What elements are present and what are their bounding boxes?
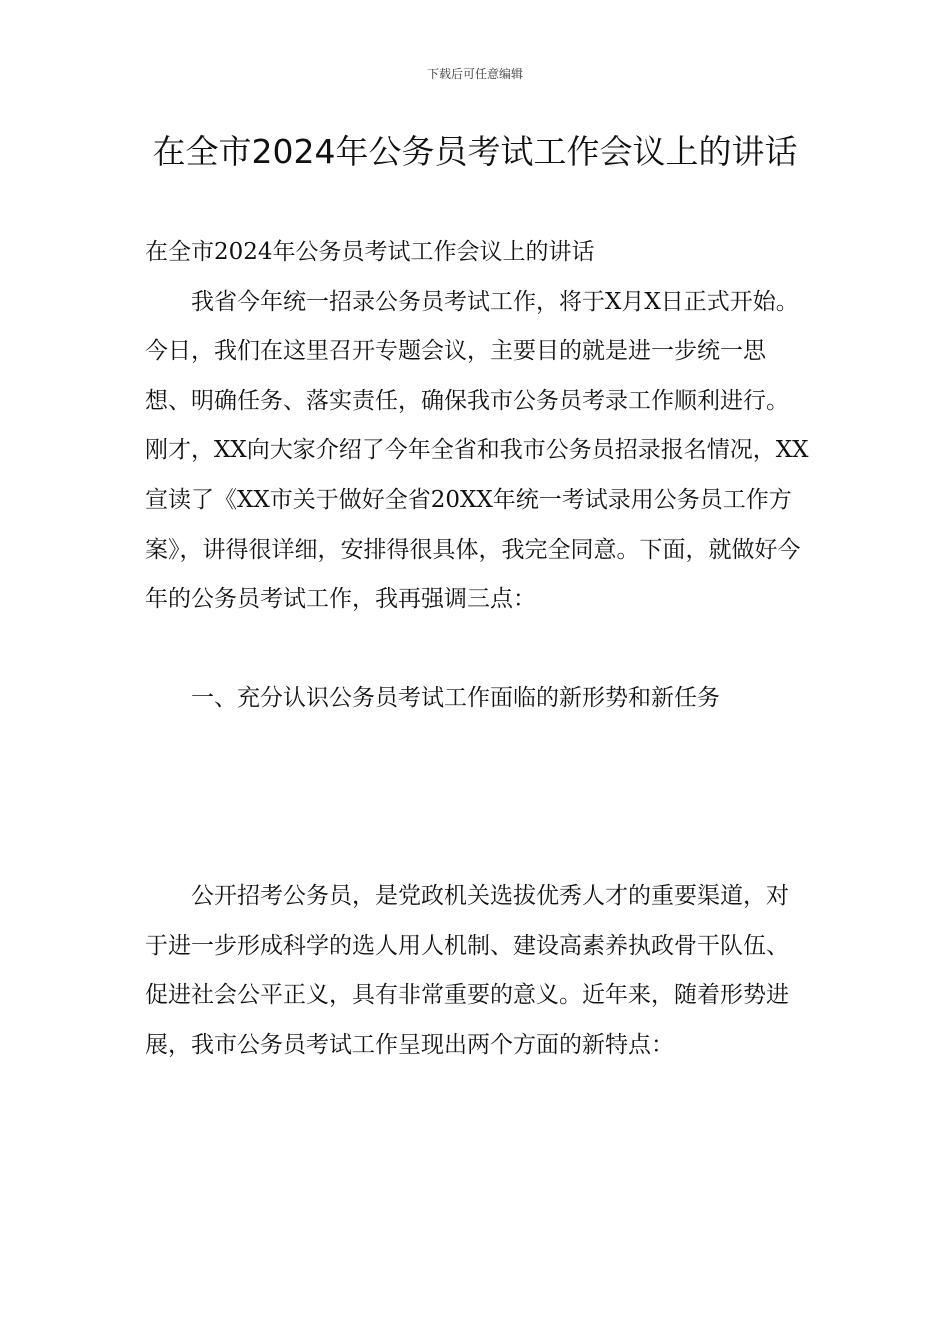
section-heading-1: 一、充分认识公务员考试工作面临的新形势和新任务	[191, 685, 720, 712]
paragraph-section-1: 公开招考公务员，是党政机关选拔优秀人才的重要渠道，对于进一步形成科学的选人用人机制、建设高素养执政骨干队伍、促进社会公平正义，具有非常重要的意义。近年来，随着形势进展，我市公务员考试工作呈现出两个方面的新特点：	[145, 882, 789, 1058]
document-subtitle: 在全市2024年公务员考试工作会议上的讲话	[145, 239, 595, 265]
paragraph-intro: 我省今年统一招录公务员考试工作，将于X月X日正式开始。今日，我们在这里召开专题会议，主要目的就是进一步统一思想、明确任务、落实责任，确保我市公务员考录工作顺利进行。刚才，XX向大家介绍了今年全省和我市公务员招录报名情况，XX宣读了《XX市关于做好全省20XX年统一考试录用公务员工作方案》，讲得很详细，安排得很具体，我完全同意。下面，就做好今年的公务员考试工作，我再强调三点：	[145, 288, 809, 613]
document-body	[145, 228, 810, 1070]
header-note: 下载后可任意编辑	[426, 67, 523, 81]
document-title: 在全市2024年公务员考试工作会议上的讲话	[152, 132, 798, 171]
